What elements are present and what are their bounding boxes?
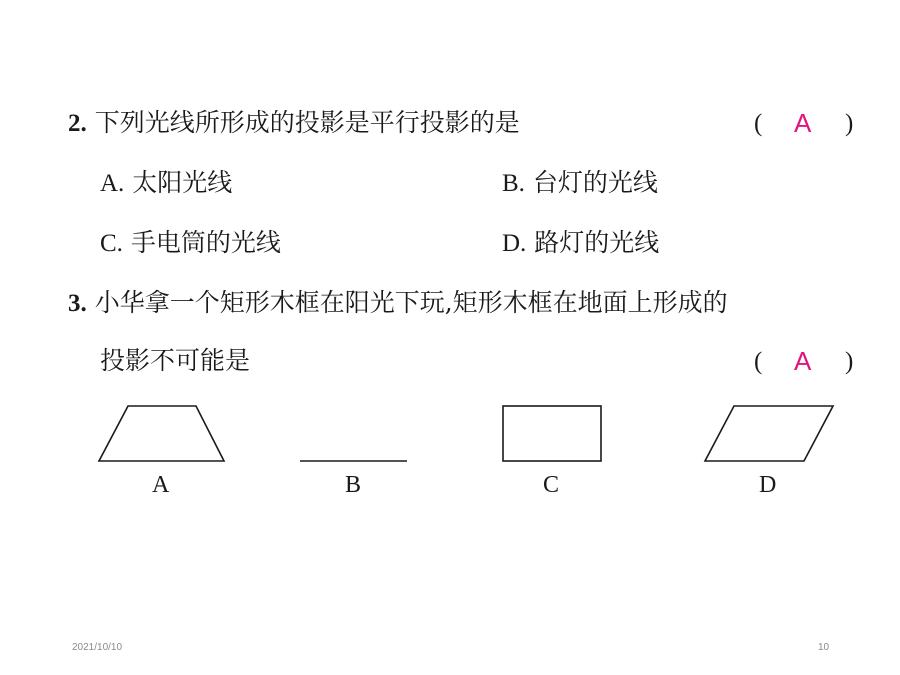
footer-page-number: 10	[818, 642, 830, 653]
q2-option-b-text: 台灯的光线	[532, 168, 658, 197]
footer-date: 2021/10/10	[72, 642, 123, 653]
q2-option-d-letter: D.	[502, 230, 527, 257]
q3-paren-open: (	[754, 348, 763, 375]
figure-b-label: B	[345, 472, 362, 498]
q2-option-a-text: 太阳光线	[132, 168, 233, 197]
q2-option-b-letter: B.	[502, 170, 525, 197]
figure-d-label: D	[759, 472, 777, 498]
figure-c-rectangle	[503, 406, 601, 461]
q3-stem-text-line1: 小华拿一个矩形木框在阳光下玩,矩形木框在地面上形成的	[94, 288, 728, 317]
q2-answer: A	[794, 108, 812, 138]
figure-d-parallelogram	[705, 406, 833, 461]
figure-c-label: C	[543, 472, 560, 498]
q2-option-d-text: 路灯的光线	[534, 228, 660, 257]
q3-paren-close: )	[845, 348, 854, 375]
q2-number: 2.	[68, 110, 87, 137]
q3-number: 3.	[68, 290, 87, 317]
q3-stem-text-line2: 投影不可能是	[100, 346, 251, 375]
q2-paren-open: (	[754, 110, 763, 137]
q2-option-c-letter: C.	[100, 230, 123, 257]
q2-stem-text: 下列光线所形成的投影是平行投影的是	[94, 108, 520, 137]
figure-a-label: A	[152, 472, 170, 498]
q2-option-a-letter: A.	[100, 170, 125, 197]
q2-option-c-text: 手电筒的光线	[130, 228, 281, 257]
q2-paren-close: )	[845, 110, 854, 137]
figure-a-trapezoid	[99, 406, 224, 461]
q3-answer: A	[794, 346, 812, 376]
